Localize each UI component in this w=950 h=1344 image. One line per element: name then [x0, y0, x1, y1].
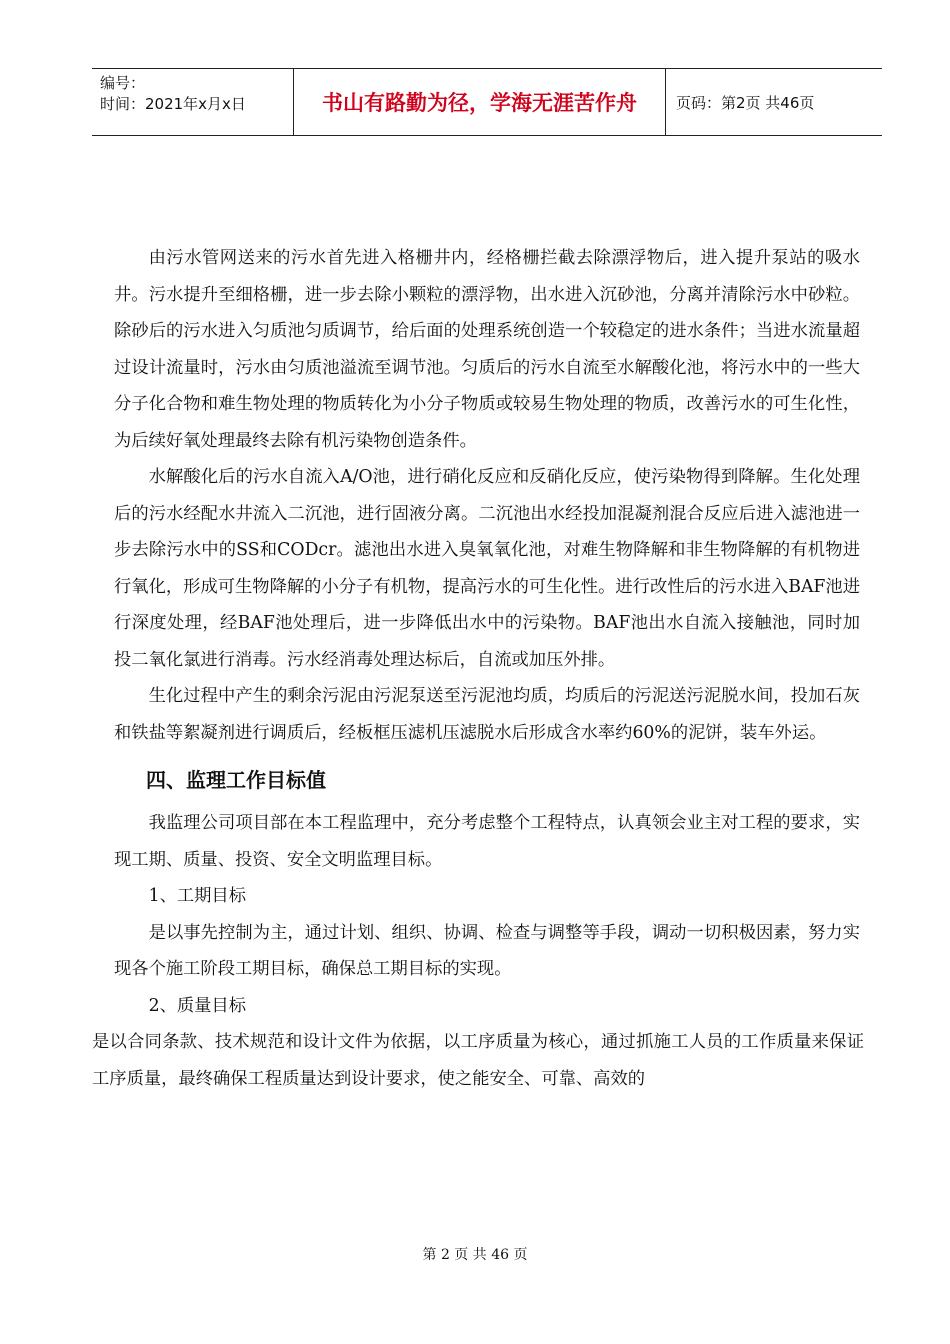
page-footer: 第 2 页 共 46 页	[422, 1247, 528, 1263]
subheading-schedule-target: 1、工期目标	[148, 886, 246, 906]
subheading-quality-target: 2、质量目标	[148, 995, 246, 1016]
paragraph-sludge-treatment: 生化过程中产生的剩余污泥由污泥泵送至污泥池均质，均质后的污泥送污泥脱水间，投加石灰和铁盐等絮凝剂进行调质后，经板框压滤机压滤脱水后形成含水率约60%的泥饼，装车外运。	[114, 686, 860, 743]
header-page-number: 页码：第2页 共46页	[676, 93, 815, 112]
number-label: 编号：	[100, 74, 146, 92]
section-heading: 四、监理工作目标值	[146, 768, 326, 792]
paragraph-schedule-target: 是以事先控制为主，通过计划、组织、协调、检查与调整等手段，调动一切积极因素，努力实现各个施工阶段工期目标，确保总工期目标的实现。	[114, 922, 860, 979]
paragraph-biochemical-treatment: 水解酸化后的污水自流入A/O池，进行硝化反应和反硝化反应，使污染物得到降解。生化处理后的污水经配水井流入二沉池，进行固液分离。二沉池出水经投加混凝剂混合反应后进入滤池进一步去除污水中的SS和CODcr。滤池出水进入臭氧氧化池，对难生物降解和非生物降解的有机物进行氧化，形成可生物降解的小分子有机物，提高污水的可生化性。进行改性后的污水进入BAF池进行深度处理，经BAF池处理后，进一步降低出水中的污染物。BAF池出水自流入接触池，同时加投二氧化氯进行消毒。污水经消毒处理达标后，自流或加压外排。	[114, 467, 860, 670]
paragraph-quality-target: 是以合同条款、技术规范和设计文件为依据，以工序质量为核心，通过抓施工人员的工作质量来保证工序质量，最终确保工程质量达到设计要求，使之能安全、可靠、高效的	[92, 1032, 864, 1089]
time-label: 时间：2021年x月x日	[100, 95, 246, 113]
paragraph-targets-intro: 我监理公司项目部在本工程监理中，充分考虑整个工程特点，认真领会业主对工程的要求，实现工期、质量、投资、安全文明监理目标。	[114, 813, 860, 870]
document-body	[92, 240, 864, 1097]
header-motto: 书山有路勤为径，学海无涯苦作舟	[293, 69, 666, 135]
paragraph-wastewater-pretreatment: 由污水管网送来的污水首先进入格栅井内，经格栅拦截去除漂浮物后，进入提升泵站的吸水井。污水提升至细格栅，进一步去除小颗粒的漂浮物，出水进入沉砂池，分离并清除污水中砂粒。除砂后的污水进入匀质池匀质调节，给后面的处理系统创造一个较稳定的进水条件；当进水流量超过设计流量时，污水由匀质池溢流至调节池。匀质后的污水自流至水解酸化池，将污水中的一些大分子化合物和难生物处理的物质转化为小分子物质或较易生物处理的物质，改善污水的可生化性，为后续好氧处理最终去除有机污染物创造条件。	[114, 248, 860, 451]
page-header	[92, 68, 882, 136]
header-meta	[92, 69, 293, 135]
